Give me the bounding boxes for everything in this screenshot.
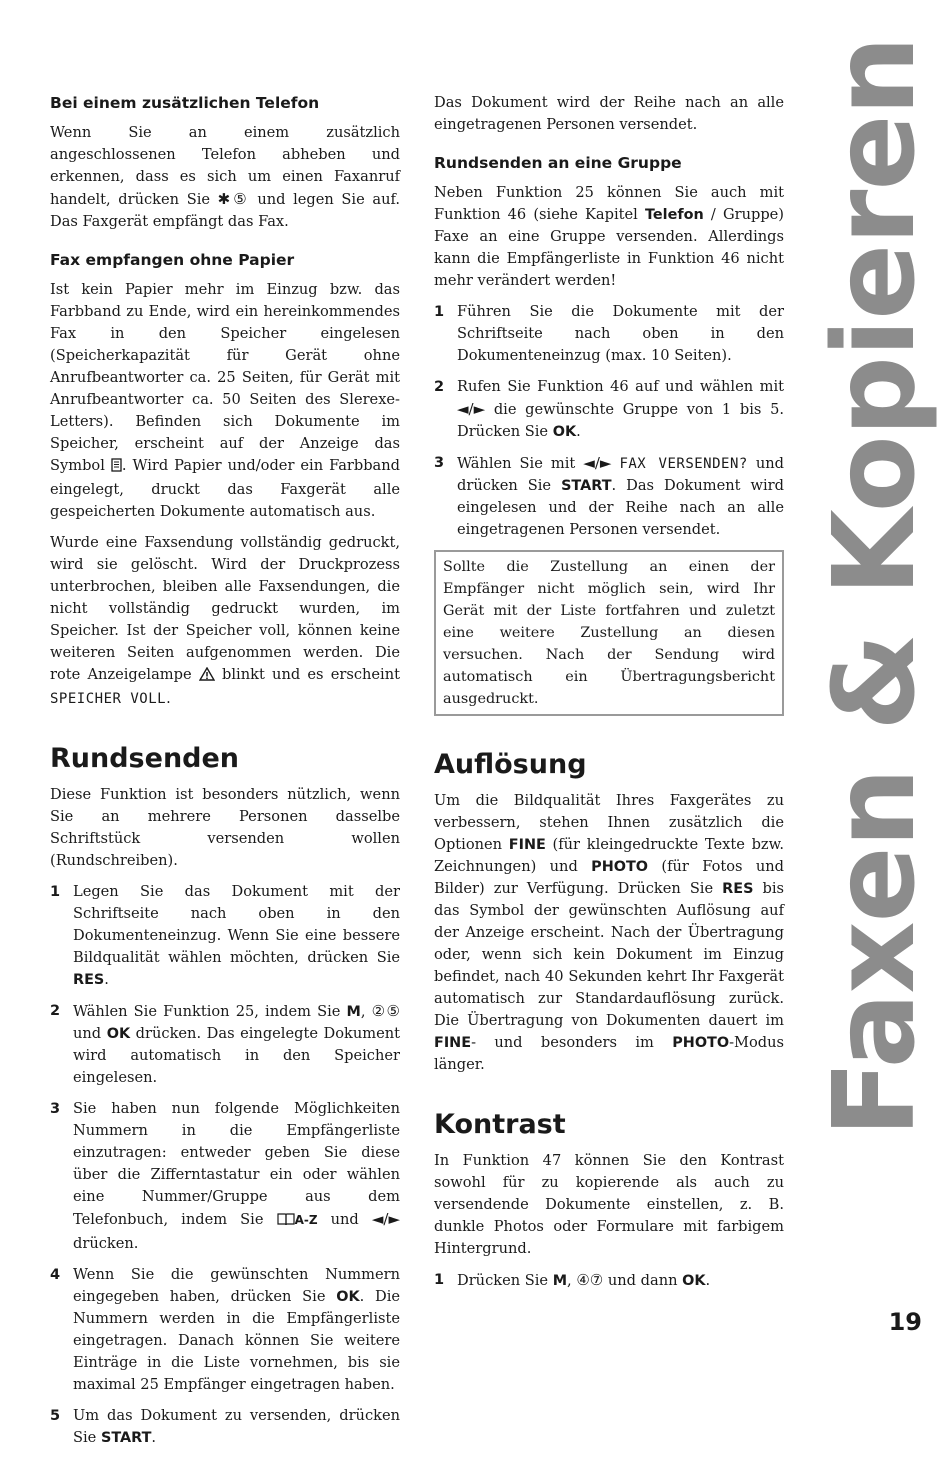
section-heading-extra-phone: Bei einem zusätzlichen Telefon [50,94,320,112]
key-label: FINE [434,1035,472,1051]
paragraph-extra-phone: Wenn Sie an einem zusätzlich angeschlossenen Telefon abheben und erkennen, dass es sich um einen Faxanruf handelt, drücken Sie ✱⑤ und legen Sie auf. Das Faxgerät empfängt das Fax. [50,124,400,230]
memory-document-icon [111,457,122,479]
key-label: START [561,478,612,494]
list-item: 3 Sie haben nun folgende Möglichkeiten Nummern in die Empfängerliste einzutragen: entweder geben Sie diese über die Zifferntastatur ein oder wählen eine Nummer/Gruppe aus dem Telefonbuch, indem Sie A-Z und ◄/► drücken. [50,1100,400,1252]
paragraph-broadcast-intro: Diese Funktion ist besonders nützlich, wenn Sie an mehrere Personen dasselbe Schriftstück versenden wollen (Rundschreiben). [50,786,400,869]
section-heading-contrast: Kontrast [434,1109,566,1140]
list-item: 1 Führen Sie die Dokumente mit der Schriftseite nach oben in den Dokumenteneinzug (max. 10 Seiten). [434,303,784,364]
paragraph-group-broadcast: Neben Funktion 25 können Sie auch mit Funktion 46 (siehe Kapitel Telefon / Gruppe) Faxe an eine Gruppe versenden. Allerdings kann die Empfängerliste in Funktion 46 nicht mehr verändert werden! [434,184,784,289]
paragraph-no-paper-2: Wurde eine Faxsendung vollständig gedruckt, wird sie gelöscht. Wird der Druckprozess unterbrochen, bleiben alle Faxsendungen, die nicht vollständig gedruckt wurden, im Speicher. Ist der Speicher voll, können keine weiteren Seiten aufgenommen werden. Die rote Anzeigelampe blinkt und es erscheint SPEICHER VOLL. [50,534,400,707]
chapter-reference: Telefon [644,207,704,223]
key-label: OK [106,1026,131,1042]
display-text-memory-full: SPEICHER VOLL [50,691,167,707]
key-label: A-Z [294,1213,318,1227]
paragraph-contrast: In Funktion 47 können Sie den Kontrast sowohl für zu kopierende als auch zu versendende Dokumente einstellen, z. B. dunkle Photos oder Formulare mit farbigem Hintergrund. [434,1152,784,1257]
step-number: 3 [50,1101,61,1117]
step-number: 1 [50,884,61,900]
key-label: PHOTO [672,1035,730,1051]
chapter-side-title [810,36,940,1138]
key-label: OK [682,1273,706,1289]
warning-lamp-icon [199,666,215,688]
arrow-keys-icon: ◄/► [583,454,612,472]
key-label: OK [552,424,577,440]
step-number: 3 [434,455,445,471]
list-item: 4 Wenn Sie die gewünschten Nummern eingegeben haben, drücken Sie OK. Die Nummern werden in die Empfängerliste eingetragen. Danach können Sie weitere Einträge in die Liste vornehmen, bis sie maximal 25 Empfänger eingetragen haben. [50,1266,400,1393]
chapter-title-text: Faxen & Kopieren [810,36,940,1138]
number-keys: ②⑤ [371,1002,400,1020]
paragraph-broadcast-continued: Das Dokument wird der Reihe nach an alle eingetragenen Personen versendet. [434,94,784,133]
key-label: START [100,1430,152,1446]
key-label: M [346,1004,361,1020]
page-number: 19 [888,1308,922,1336]
key-label: PHOTO [591,859,649,875]
section-heading-no-paper: Fax empfangen ohne Papier [50,251,295,269]
step-number: 2 [434,379,445,395]
note-box [434,550,784,716]
section-heading-group-broadcast: Rundsenden an eine Gruppe [434,154,682,172]
left-column [50,92,400,1458]
step-number: 4 [50,1267,61,1283]
section-heading-broadcast: Rundsenden [50,743,240,774]
broadcast-steps [50,881,400,1449]
right-column [434,92,784,1301]
step-number: 5 [50,1408,61,1424]
paragraph-resolution: Um die Bildqualität Ihres Faxgerätes zu verbessern, stehen Ihnen zusätzlich die Optionen FINE (für kleingedruckte Texte bzw. Zeichnungen) und PHOTO (für Fotos und Bilder) zur Verfügung. Drücken Sie RES bis das Symbol der gewünschten Auflösung auf der Anzeige erscheint. Nach der Übertragung oder, wenn sich kein Dokument im Einzug befindet, nach 40 Sekunden kehrt Ihr Faxgerät automatisch zur Standardauflösung zurück. Die Übertragung von Dokumenten dauert im FINE- und besonders im PHOTO-Modus länger. [434,792,785,1073]
note-text: Sollte die Zustellung an einen der Empfänger nicht möglich sein, wird Ihr Gerät mit der Liste fortfahren und zuletzt eine weitere Zustellung an diesen versuchen. Nach der Sendung wird automatisch ein Übertragungsbericht ausgedruckt. [443,559,775,707]
key-label: M [552,1273,568,1289]
step-number: 1 [434,1272,445,1288]
group-broadcast-steps [434,301,784,541]
list-item: 1 Legen Sie das Dokument mit der Schriftseite nach oben in den Dokumenteneinzug. Wenn Sie eine bessere Bildqualität wählen möchten, drücken Sie RES. [50,883,400,988]
arrow-keys-icon: ◄/► [371,1210,400,1228]
contrast-steps [434,1269,784,1292]
step-number: 1 [434,304,445,320]
arrow-keys-icon: ◄/► [457,400,486,418]
list-item: 5 Um das Dokument zu versenden, drücken Sie START. [50,1407,400,1446]
key-label: RES [722,881,754,897]
key-label: OK [336,1289,360,1305]
step-number: 2 [50,1003,61,1019]
phonebook-icon [277,1211,295,1233]
list-item: 2 Rufen Sie Funktion 46 auf und wählen mit ◄/► die gewünschte Gruppe von 1 bis 5. Drücken Sie OK. [434,378,784,440]
section-heading-resolution: Auflösung [434,749,587,780]
star-five-keys: ✱⑤ [217,190,250,208]
list-item: 2 Wählen Sie Funktion 25, indem Sie M, ②⑤ und OK drücken. Das eingelegte Dokument wird automatisch in den Speicher eingelesen. [50,1002,400,1086]
key-label: FINE [508,837,546,853]
display-text-fax-send: FAX VERSENDEN? [619,456,748,472]
list-item: 1 Drücken Sie M, ④⑦ und dann OK. [434,1271,711,1289]
number-keys: ④⑦ [576,1271,604,1289]
paragraph-no-paper-1: Ist kein Papier mehr im Einzug bzw. das Farbband zu Ende, wird ein hereinkommendes Fax in den Speicher eingelesen (Speicherkapazität für Gerät ohne Anrufbeantworter ca. 25 Seiten, für Gerät mit Anrufbeantworter ca. 50 Seiten des Slerexe-Letters). Befinden sich Dokumente im Speicher, erscheint auf der Anzeige das Symbol . Wird Papier und/oder ein Farbband eingelegt, druckt das Faxgerät alle gespeicherten Dokumente automatisch aus. [50,281,401,520]
key-label: RES [73,972,105,988]
list-item: 3 Wählen Sie mit ◄/► FAX VERSENDEN? und drücken Sie START. Das Dokument wird eingelesen und der Reihe nach an alle eingetragenen Personen versendet. [434,454,784,538]
